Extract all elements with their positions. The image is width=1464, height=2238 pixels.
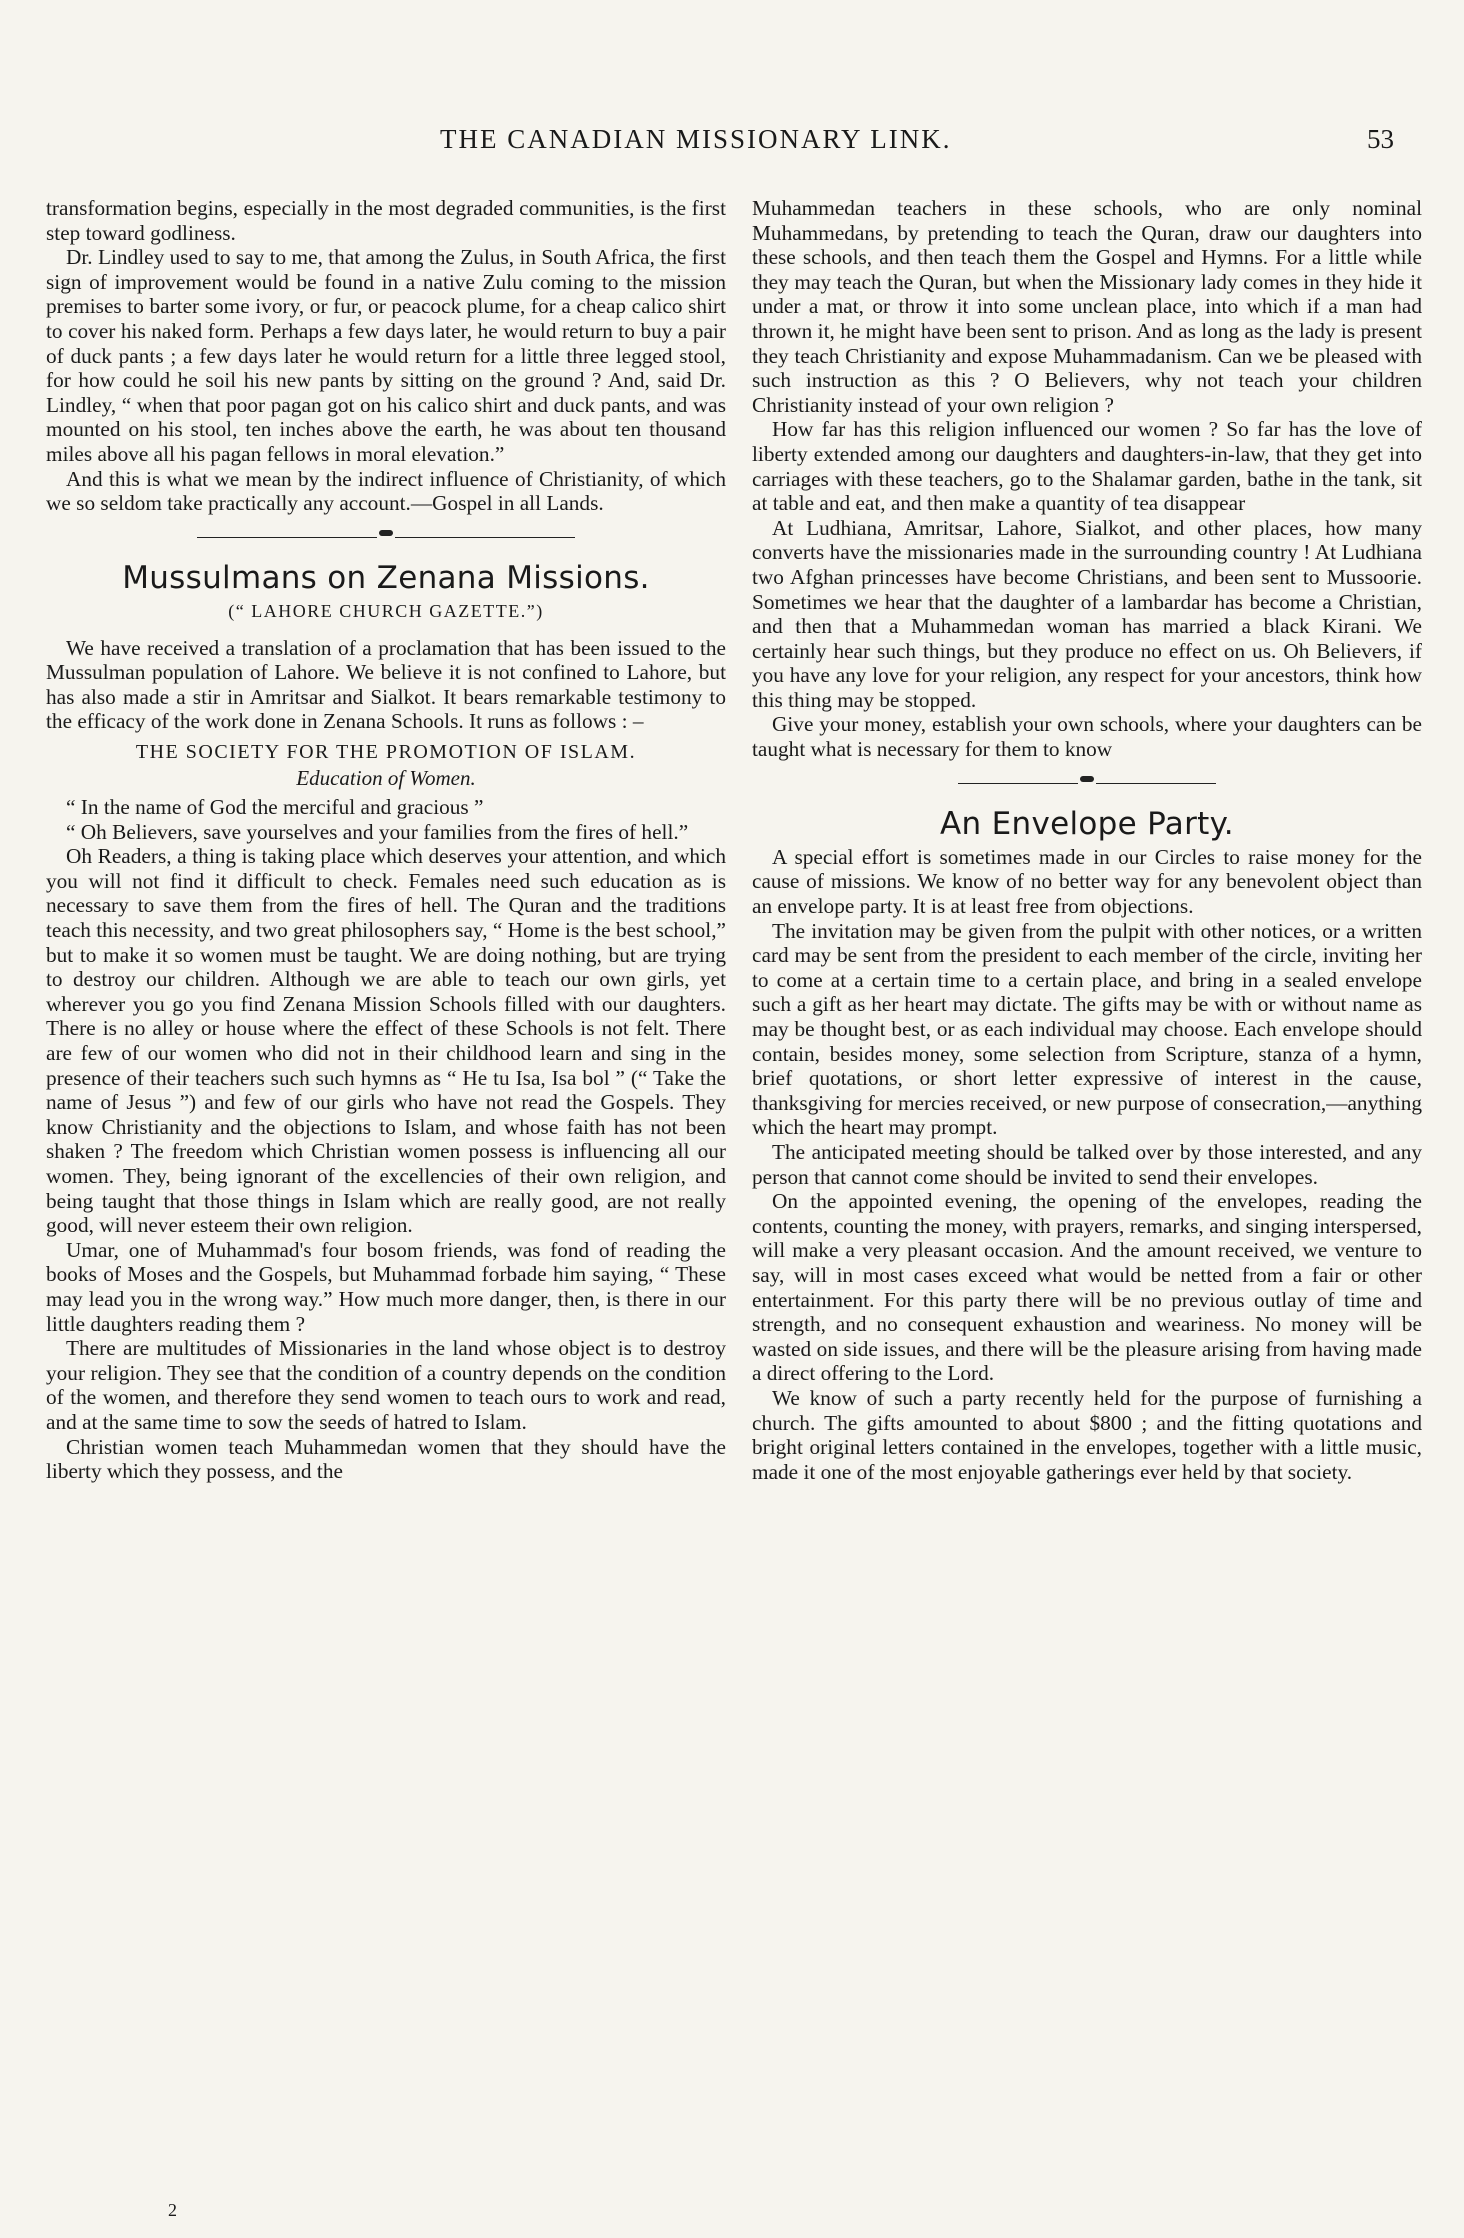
right-column [752, 196, 1422, 1484]
paragraph: Give your money, establish your own schools, where your daughters can be taught what is necessary for them to know [752, 712, 1422, 762]
paragraph: We know of such a party recently held for the purpose of furnishing a church. The gifts amounted to about $800 ; and the fitting quotations and bright original letters contained in the envelopes, together with a little music, made it one of the most enjoyable gatherings ever held by that society. [752, 1385, 1422, 1484]
paragraph: The invitation may be given from the pulpit with other notices, or a written card may be sent from the president to each member of the circle, inviting her to come at a certain time to a certain place, and bring in a sealed envelope such a gift as her heart may dictate. The gifts may be with or without name as may be thought best, or as each individual may choose. Each envelope should contain, besides money, some selection from Scripture, stanza of a hymn, brief quotations, or short letter expressive of interest in the cause, thanksgiving for mercies received, or new purpose of consecration,—anything which the heart may prompt. [752, 918, 1422, 1140]
paragraph: On the appointed evening, the opening of the envelopes, reading the contents, counting the money, with prayers, remarks, and singing interspersed, will make a very pleasant occasion. And the amount received, we venture to say, will in most cases exceed what would be netted from a fair or other entertainment. For this party there will be no previous outlay of time and strength, and no consequent exhaustion and weariness. No money will be wasted on side issues, and there will be the pleasure arising from having made a direct offering to the Lord. [752, 1189, 1422, 1386]
signature-mark: 2 [168, 2200, 177, 2220]
article-title: Mussulmans on Zenana Missions. [122, 560, 650, 597]
paragraph: Umar, one of Muhammad's four bosom friends, was fond of reading the books of Moses and the Gospels, but Muhammad forbade him saying, “ These may lead you in the wrong way.” How much more danger, then, is there in our little daughters reading them ? [46, 1237, 726, 1336]
page-number: 53 [1367, 124, 1394, 154]
paragraph: Muhammedan teachers in these schools, who are only nominal Muhammedans, by pretending to teach the Quran, draw our daughters into these schools, and then teach them the Gospel and Hymns. For a little while they may teach the Quran, but when the Missionary lady comes in they hide it under a mat, or throw it into some unclean place, into which if a man had thrown it, he might have been sent to prison. And as long as the lady is present they teach Christianity and expose Muhammadanism. Can we be pleased with such instruction as this ? O Believers, why not teach your children Christianity instead of your own religion ? [752, 196, 1422, 417]
article-title: An Envelope Party. [940, 806, 1234, 843]
paragraph: “ Oh Believers, save yourselves and your families from the fires of hell.” [66, 819, 689, 844]
subheading: Education of Women. [296, 766, 476, 791]
society-heading: THE SOCIETY FOR THE PROMOTION OF ISLAM. [135, 740, 637, 763]
running-title: THE CANADIAN MISSIONARY LINK. [440, 124, 952, 154]
source-line: (“ LAHORE CHURCH GAZETTE.”) [228, 600, 544, 621]
paragraph: transformation begins, especially in the most degraded communities, is the first step toward godliness. [46, 196, 726, 245]
paragraph: “ In the name of God the merciful and gracious ” [66, 795, 484, 820]
paragraph: A special effort is sometimes made in our Circles to raise money for the cause of missions. We know of no better way for any benevolent object than an envelope party. It is at least free from objections. [752, 844, 1422, 919]
paragraph: Oh Readers, a thing is taking place which deserves your attention, and which you will not find it difficult to check. Females need such education as is necessary to save them from the fires of hell. The Quran and the traditions teach this necessity, and two great philosophers say, “ Home is the best school,” but to make it so women must be taught. We are doing nothing, but are trying to destroy our children. Although we are able to teach our own girls, yet wherever you go you find Zenana Mission Schools filled with our daughters. There is no alley or house where the effect of these Schools is not felt. There are few of our women who did not in their childhood learn and sing in the presence of their teachers such such hymns as “ He tu Isa, Isa bol ” (“ Take the name of Jesus ”) and few of our girls who have not read the Gospels. They know Christianity and the objections to Islam, and whose faith has not been shaken ? The freedom which Christian women possess is influencing all our women. They, being ignorant of the excellencies of their own religion, and being taught that those things in Islam which are really good, are not really good, will never esteem their own religion. [46, 844, 726, 1238]
paragraph: There are multitudes of Missionaries in the land whose object is to destroy your religion. They see that the condition of a country depends on the condition of the women, and therefore they send women to teach ours to work and read, and at the same time to sow the seeds of hatred to Islam. [46, 1336, 726, 1434]
paragraph: Dr. Lindley used to say to me, that among the Zulus, in South Africa, the first sign of improvement would be found in a native Zulu coming to the mission premises to barter some ivory, or fur, or peacock plume, for a cheap calico shirt to cover his naked form. Perhaps a few days later, he would return to buy a pair of duck pants ; a few days later he would return for a little three legged stool, for how could he soil his new pants by sitting on the ground ? And, said Dr. Lindley, “ when that poor pagan got on his calico shirt and duck pants, and was mounted on his stool, ten inches above the earth, he was about ten thousand miles above all his pagan fellows in moral elevation.” [46, 245, 726, 466]
left-column [46, 196, 726, 1484]
page-header [0, 124, 1464, 164]
paragraph: Christian women teach Muhammedan women that they should have the liberty which they possess, and the [46, 1434, 726, 1484]
paragraph: And this is what we mean by the indirect influence of Christianity, of which we so seldom take practically any account.—Gospel in all Lands. [46, 466, 726, 516]
paragraph: How far has this religion influenced our women ? So far has the love of liberty extended among our daughters and daughters-in-law, that they get into carriages with these teachers, go to the Shalamar garden, bathe in the tank, sit at table and eat, and then make a quantity of tea disappear [752, 417, 1422, 516]
section-divider [752, 772, 1422, 797]
paragraph: The anticipated meeting should be talked over by those interested, and any person that cannot come should be invited to send their envelopes. [752, 1139, 1422, 1189]
section-divider [46, 526, 726, 551]
paragraph: We have received a translation of a proclamation that has been issued to the Mussulman population of Lahore. We believe it is not confined to Lahore, but has also made a stir in Amritsar and Sialkot. It bears remarkable testimony to the efficacy of the work done in Zenana Schools. It runs as follows : – [46, 635, 726, 734]
paragraph: At Ludhiana, Amritsar, Lahore, Sialkot, and other places, how many converts have the missionaries made in the surrounding country ! At Ludhiana two Afghan princesses have become Christians, and been sent to Mussoorie. Sometimes we hear that the daughter of a lambardar has become a Christian, and then that a Muhammedan woman has married a black Kirani. We certainly hear such things, but they produce no effect on us. Oh Believers, if you have any love for your religion, any respect for your ancestors, think how this thing may be stopped. [752, 515, 1422, 712]
